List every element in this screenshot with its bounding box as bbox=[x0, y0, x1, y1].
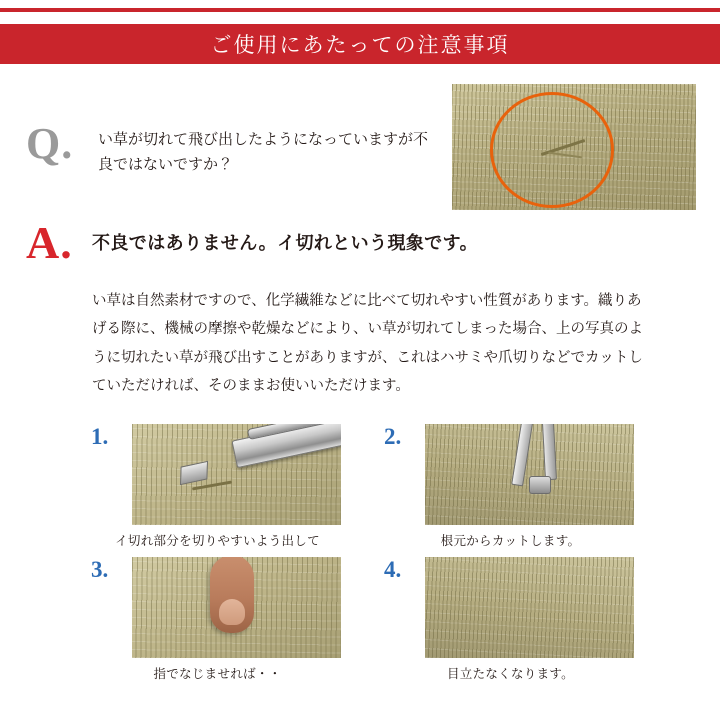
answer-label: A. bbox=[26, 217, 73, 268]
step-1-photo bbox=[132, 424, 341, 525]
nail-clipper-head bbox=[529, 476, 551, 494]
question-label: Q. bbox=[26, 119, 74, 168]
step-4-number: 4. bbox=[384, 557, 402, 582]
hero-photo bbox=[452, 84, 696, 210]
tatami-texture bbox=[425, 557, 634, 658]
step-4-photo bbox=[425, 557, 634, 658]
steps-row-2 bbox=[91, 557, 634, 690]
step-1-number: 1. bbox=[91, 424, 109, 449]
step-3-number: 3. bbox=[91, 557, 109, 582]
question-text: い草が切れて飛び出したようになっていますが不良ではないですか？ bbox=[98, 131, 429, 173]
answer-headline: 不良ではありません。イ切れという現象です。 bbox=[92, 233, 479, 253]
steps-row-1 bbox=[91, 424, 634, 557]
step-2-photo bbox=[425, 424, 634, 525]
steps-grid bbox=[91, 424, 634, 690]
answer-body: い草は自然素材ですので、化学繊維などに比べて切れやすい性質があります。織りあげる際に、機械の摩擦や乾燥などにより、い草が切れてしまった場合、上の写真のように切れたい草が飛び出すことがありますが、これはハサミや爪切りなどでカットしていただければ、そのままお使いいただけます。 bbox=[92, 293, 643, 394]
step-2 bbox=[384, 424, 634, 549]
fingernail bbox=[219, 599, 245, 625]
step-4 bbox=[384, 557, 634, 682]
step-3 bbox=[91, 557, 341, 682]
step-4-caption: 目立たなくなります。 bbox=[446, 667, 574, 681]
step-2-caption: 根元からカットします。 bbox=[440, 534, 581, 548]
header-bar bbox=[0, 24, 720, 64]
page-title: ご使用にあたっての注意事項 bbox=[210, 34, 510, 57]
step-2-number: 2. bbox=[384, 424, 402, 449]
step-1-caption: イ切れ部分を切りやすいよう出して bbox=[115, 534, 320, 548]
step-3-photo bbox=[132, 557, 341, 658]
orange-circle-icon bbox=[490, 92, 614, 208]
finger-icon bbox=[210, 557, 254, 633]
step-3-caption: 指でなじませれば・・ bbox=[153, 667, 282, 681]
step-1 bbox=[91, 424, 341, 549]
header-top-rule bbox=[0, 8, 720, 12]
